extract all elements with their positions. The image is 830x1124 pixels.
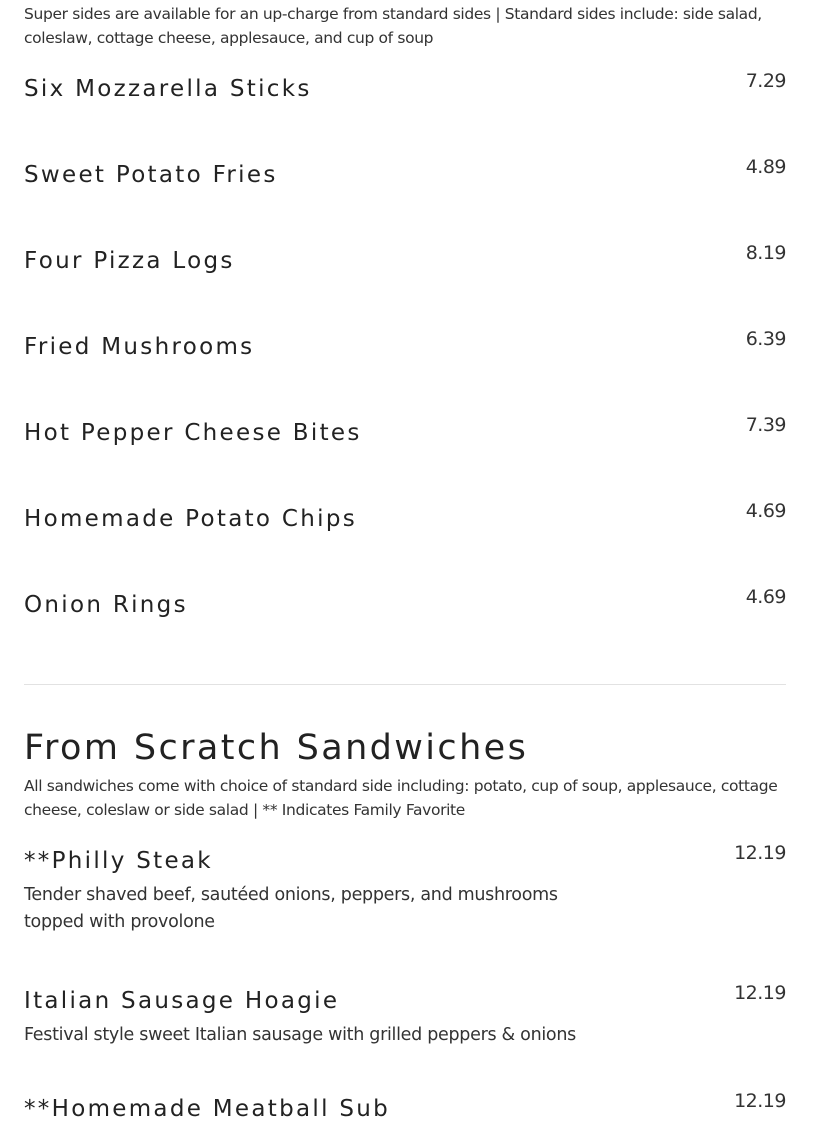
menu-item-name: Six Mozzarella Sticks: [24, 76, 312, 102]
menu-item-name: Homemade Potato Chips: [24, 506, 358, 532]
menu-item-price: 4.89: [745, 156, 786, 178]
menu-item-description: Festival style sweet Italian sausage with grilled peppers & onions: [24, 1025, 576, 1045]
menu-item-name: Sweet Potato Fries: [24, 162, 278, 188]
menu-item-description: Tender shaved beef, sautéed onions, peppers, and mushrooms topped with provolone: [24, 885, 558, 932]
menu-item-price: 6.39: [745, 328, 786, 350]
menu-item-name: Onion Rings: [24, 592, 188, 618]
sides-note: Super sides are available for an up-charge from standard sides | Standard sides include: side salad, coleslaw, cottage cheese, applesauce, and cup of soup: [24, 5, 762, 47]
menu-item-name: Fried Mushrooms: [24, 334, 255, 360]
menu-item-price: 8.19: [745, 242, 786, 264]
menu-item-name: Hot Pepper Cheese Bites: [24, 420, 362, 446]
menu-item-price: 4.69: [745, 586, 786, 608]
menu-item-price: 12.19: [734, 842, 786, 864]
menu-item-name: **Homemade Meatball Sub: [24, 1096, 391, 1122]
menu-item-name: Four Pizza Logs: [24, 248, 235, 274]
menu-item-price: 12.19: [734, 1090, 786, 1112]
section-divider: [24, 684, 786, 685]
menu-page: [24, 0, 786, 1122]
menu-item-name: Italian Sausage Hoagie: [24, 988, 340, 1014]
menu-item-name: **Philly Steak: [24, 848, 213, 874]
menu-item-price: 7.39: [745, 414, 786, 436]
menu-item-price: 12.19: [734, 982, 786, 1004]
sandwiches-note: All sandwiches come with choice of standard side including: potato, cup of soup, applesauce, cottage cheese, coleslaw or side salad | ** Indicates Family Favorite: [24, 777, 778, 819]
section-title: From Scratch Sandwiches: [24, 728, 529, 768]
menu-item-price: 7.29: [745, 70, 786, 92]
menu-item-price: 4.69: [745, 500, 786, 522]
